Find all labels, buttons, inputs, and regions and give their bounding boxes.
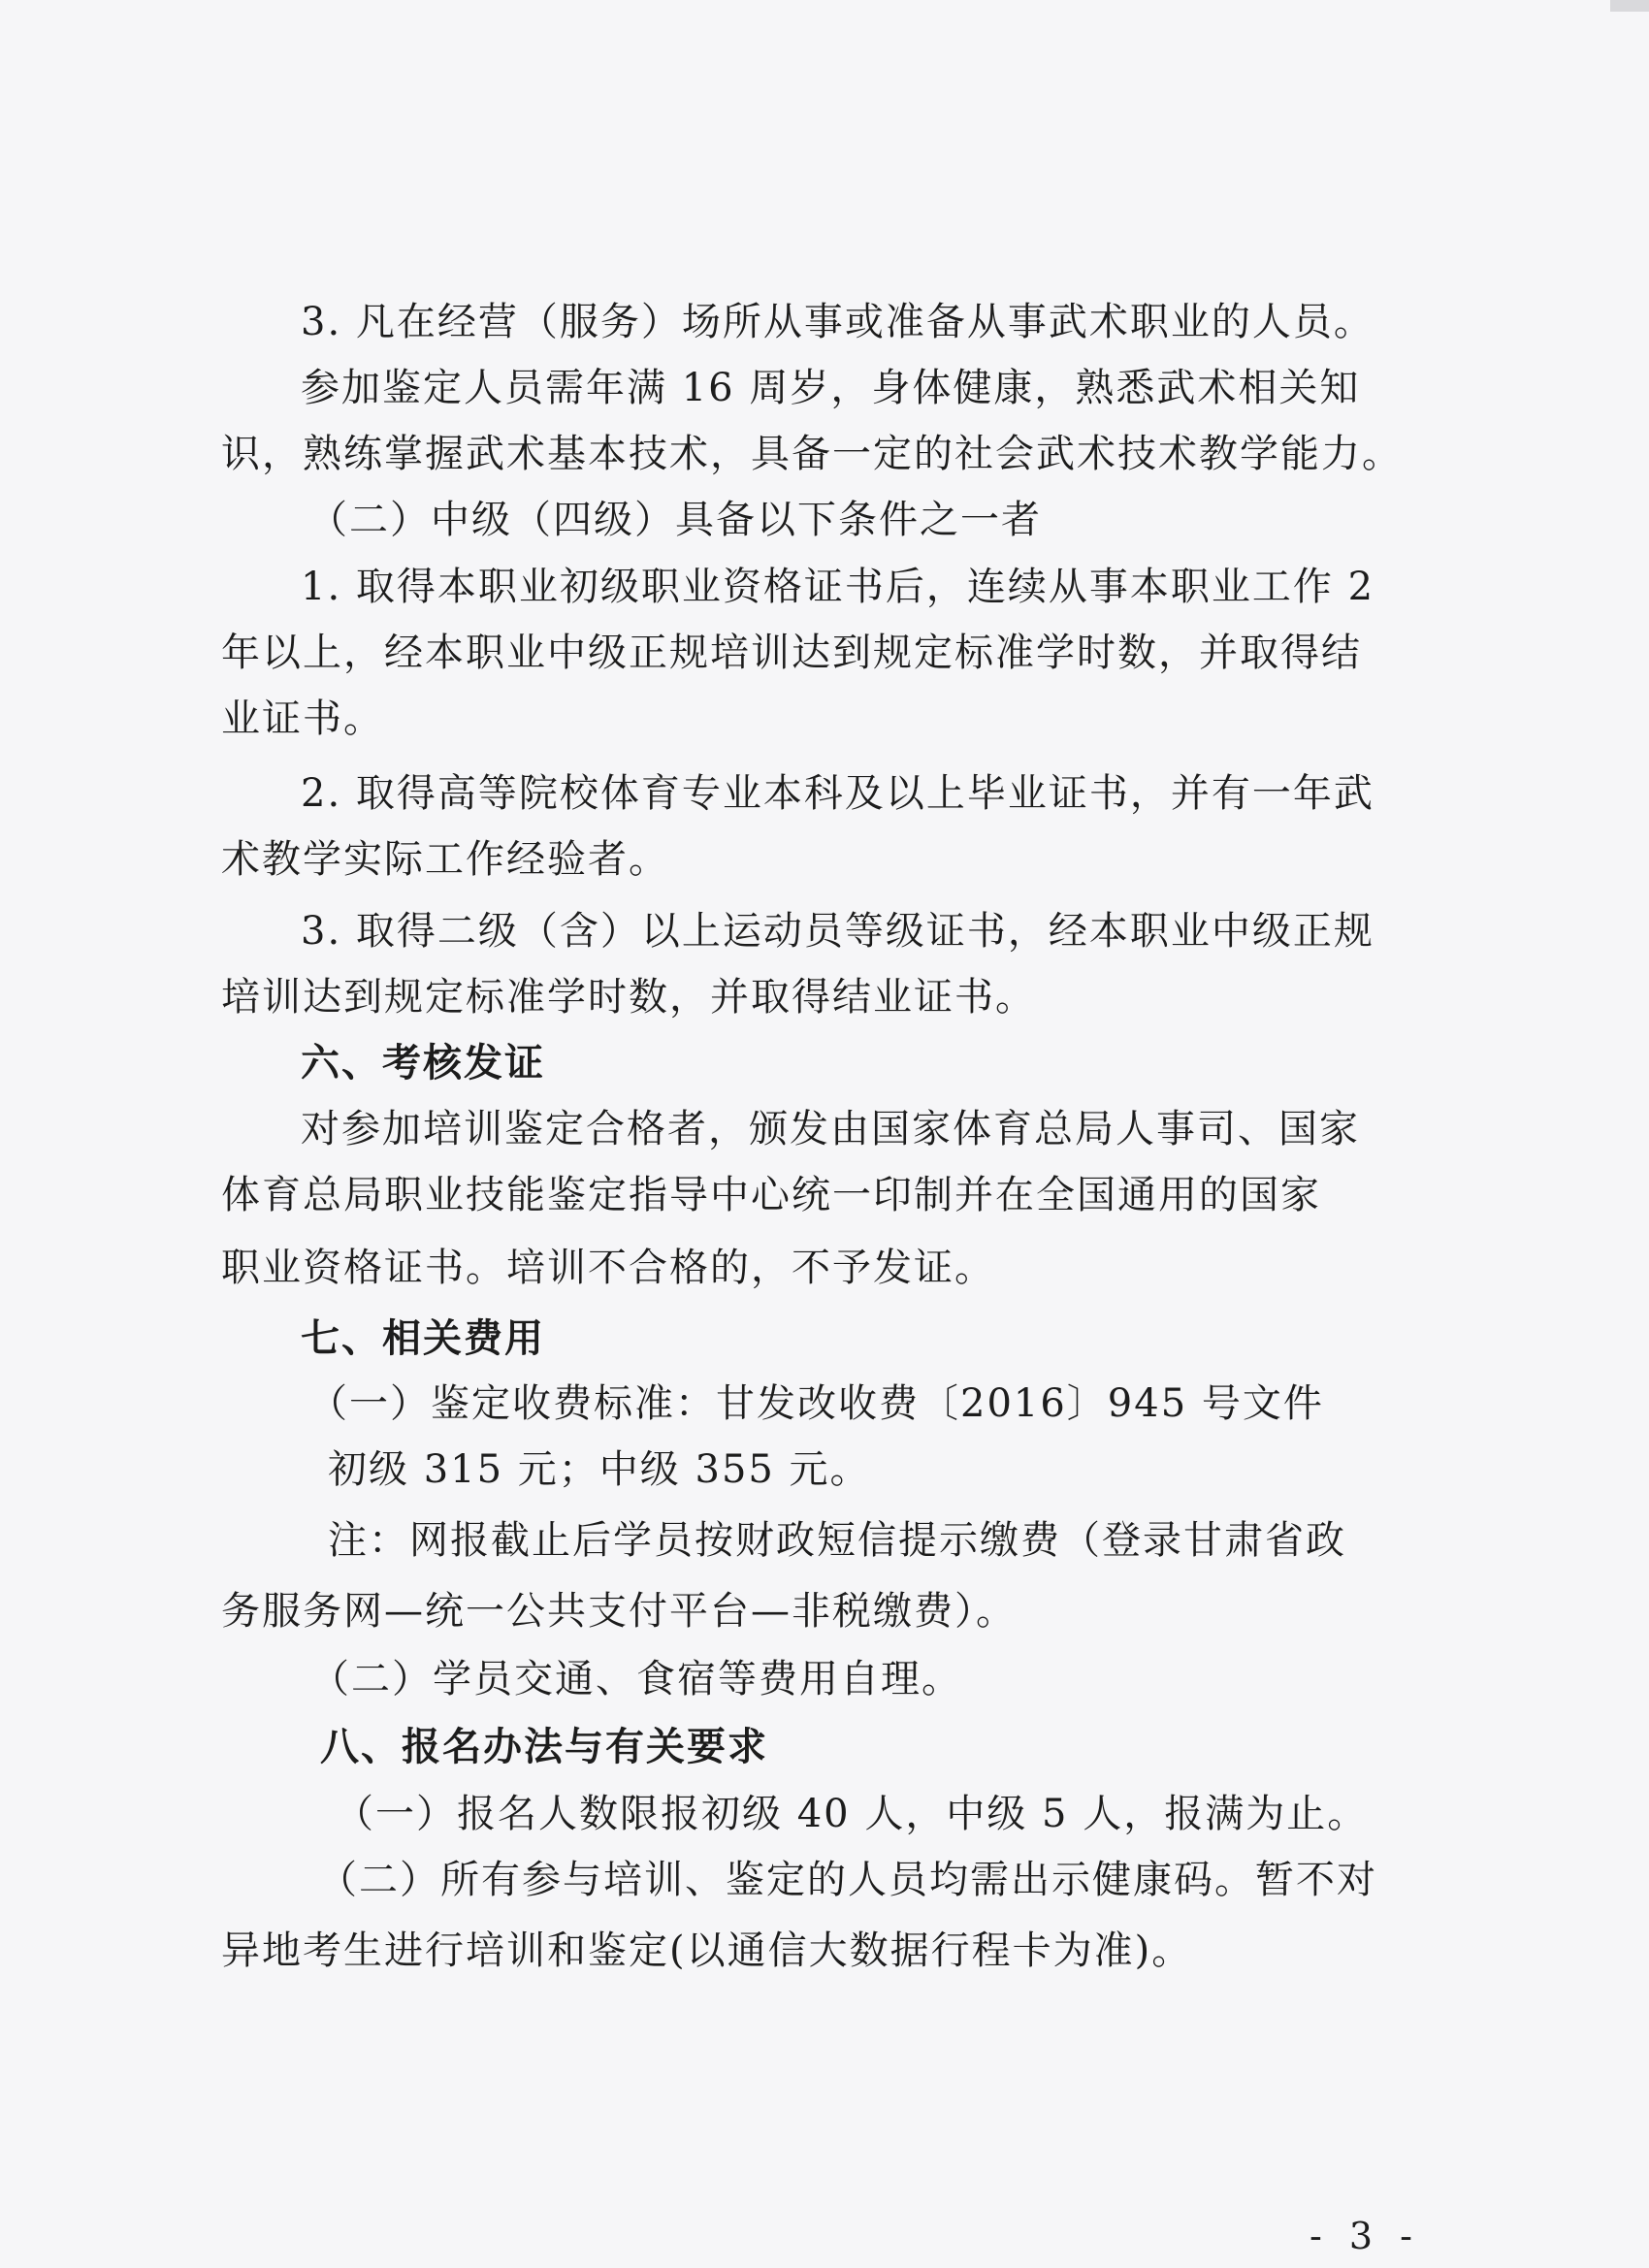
text-line: （一）报名人数限报初级 40 人，中级 5 人，报满为止。 bbox=[335, 1792, 1369, 1836]
text-line: 1. 取得本职业初级职业资格证书后，连续从事本职业工作 2 bbox=[301, 565, 1375, 609]
section-heading: 八、报名办法与有关要求 bbox=[320, 1725, 768, 1769]
text-line: 3. 凡在经营（服务）场所从事或准备从事武术职业的人员。 bbox=[301, 300, 1374, 344]
text-line: 初级 315 元；中级 355 元。 bbox=[328, 1447, 871, 1492]
scan-edge-mark bbox=[1610, 0, 1649, 12]
text-line: 参加鉴定人员需年满 16 周岁，身体健康，熟悉武术相关知 bbox=[301, 366, 1361, 410]
text-line: 3. 取得二级（含）以上运动员等级证书，经本职业中级正规 bbox=[301, 909, 1374, 954]
text-line: 术教学实际工作经验者。 bbox=[221, 837, 669, 882]
text-line: （二）所有参与培训、鉴定的人员均需出示健康码。暂不对 bbox=[318, 1858, 1377, 1902]
text-line: 职业资格证书。培训不合格的，不予发证。 bbox=[221, 1246, 995, 1290]
text-line: 识，熟练掌握武术基本技术，具备一定的社会武术技术教学能力。 bbox=[221, 432, 1403, 476]
text-line: 异地考生进行培训和鉴定(以通信大数据行程卡为准)。 bbox=[221, 1928, 1193, 1973]
section-heading: 七、相关费用 bbox=[301, 1316, 545, 1361]
text-line: 体育总局职业技能鉴定指导中心统一印制并在全国通用的国家 bbox=[221, 1173, 1321, 1217]
text-line: （一）鉴定收费标准：甘发改收费〔2016〕945 号文件 bbox=[308, 1381, 1324, 1426]
text-line: 2. 取得高等院校体育专业本科及以上毕业证书，并有一年武 bbox=[301, 771, 1374, 816]
text-line: 培训达到规定标准学时数，并取得结业证书。 bbox=[221, 975, 1036, 1020]
section-heading: 六、考核发证 bbox=[301, 1041, 545, 1085]
text-line: 年以上，经本职业中级正规培训达到规定标准学时数，并取得结 bbox=[221, 631, 1362, 675]
text-line: 务服务网—统一公共支付平台—非税缴费）。 bbox=[221, 1589, 1017, 1634]
text-line: 业证书。 bbox=[221, 697, 384, 741]
text-line: （二）学员交通、食宿等费用自理。 bbox=[310, 1657, 962, 1701]
text-line: （二）中级（四级）具备以下条件之一者 bbox=[308, 498, 1042, 542]
text-line: 注：网报截止后学员按财政短信提示缴费（登录甘肃省政 bbox=[328, 1518, 1346, 1563]
page-number: - 3 - bbox=[1310, 2215, 1421, 2257]
text-line: 对参加培训鉴定合格者，颁发由国家体育总局人事司、国家 bbox=[301, 1107, 1360, 1151]
